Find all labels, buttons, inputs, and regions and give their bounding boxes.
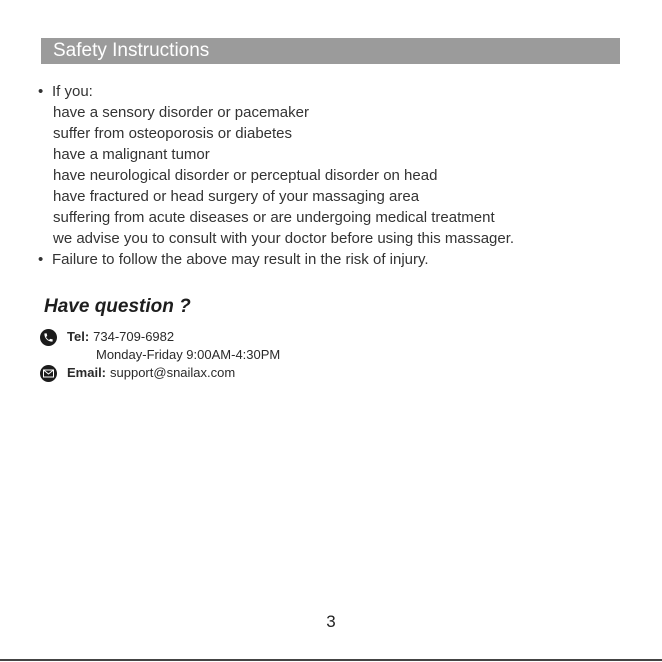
condition-line: we advise you to consult with your doctor before using this massager. [53,230,515,247]
condition-line: suffer from osteoporosis or diabetes [53,125,293,142]
office-hours: Monday-Friday 9:00AM-4:30PM [96,347,281,362]
section-title: Safety Instructions [53,40,210,61]
bullet-intro: If you: [52,83,93,100]
bottom-divider [0,659,662,661]
bullet-glyph: • [38,83,44,100]
bullet-glyph: • [38,251,44,268]
contact-block [40,328,280,382]
tel-label: Tel: [67,329,90,344]
safety-instructions-list [38,81,638,270]
bullet-warning: Failure to follow the above may result in the risk of injury. [52,251,429,268]
section-header-bar [41,38,620,64]
phone-icon [40,329,57,346]
email-label: Email: [67,365,107,380]
condition-lines [38,102,638,249]
contact-heading: Have question ? [44,296,191,317]
condition-line: have a sensory disorder or pacemaker [53,104,309,121]
envelope-icon [40,365,57,382]
condition-line: suffering from acute diseases or are undergoing medical treatment [53,209,495,226]
condition-line: have a malignant tumor [53,146,210,163]
condition-line: have neurological disorder or perceptual disorder on head [53,167,438,184]
email-address[interactable]: support@snailax.com [110,365,236,380]
condition-line: have fractured or head surgery of your massaging area [53,188,420,205]
email-row [40,364,280,382]
list-item [38,249,638,270]
tel-row [40,328,280,346]
tel-number[interactable]: 734-709-6982 [93,329,175,344]
page-number: 3 [326,612,336,631]
list-item [38,81,638,102]
